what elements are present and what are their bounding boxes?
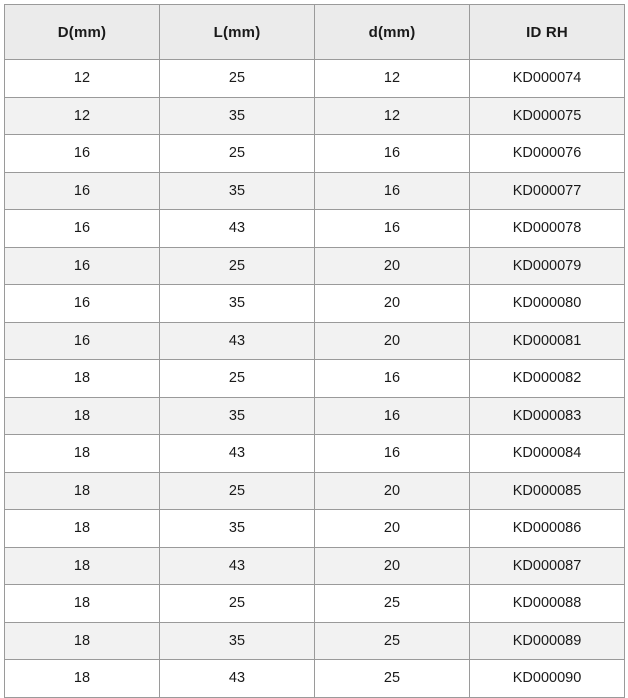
table-cell: 16 — [5, 210, 160, 248]
table-cell: 20 — [315, 547, 470, 585]
table-cell: KD000083 — [470, 397, 625, 435]
table-row — [5, 285, 625, 323]
table-row — [5, 135, 625, 173]
table-cell: 16 — [315, 435, 470, 473]
table-header — [5, 5, 625, 60]
table-cell: 18 — [5, 360, 160, 398]
table-row — [5, 435, 625, 473]
table-row — [5, 585, 625, 623]
table-cell: 35 — [160, 622, 315, 660]
table-cell: 16 — [5, 322, 160, 360]
table-cell: 35 — [160, 397, 315, 435]
table-cell: 35 — [160, 172, 315, 210]
table-cell: 25 — [315, 585, 470, 623]
table-cell: 16 — [5, 172, 160, 210]
table-row — [5, 172, 625, 210]
table-cell: 18 — [5, 547, 160, 585]
table-row — [5, 247, 625, 285]
table-cell: 20 — [315, 285, 470, 323]
table-cell: 25 — [160, 585, 315, 623]
table-row — [5, 547, 625, 585]
table-body — [5, 60, 625, 698]
table-row — [5, 622, 625, 660]
table-cell: KD000077 — [470, 172, 625, 210]
table-cell: 16 — [315, 172, 470, 210]
table-cell: KD000078 — [470, 210, 625, 248]
table-cell: 18 — [5, 397, 160, 435]
table-cell: KD000074 — [470, 60, 625, 98]
table-cell: 12 — [315, 97, 470, 135]
table-cell: 35 — [160, 97, 315, 135]
table-cell: 12 — [315, 60, 470, 98]
column-header-d-outer: D(mm) — [5, 5, 160, 60]
table-row — [5, 360, 625, 398]
table-cell: KD000080 — [470, 285, 625, 323]
table-cell: 25 — [160, 247, 315, 285]
table-cell: 25 — [160, 360, 315, 398]
table-cell: 18 — [5, 435, 160, 473]
table-cell: KD000088 — [470, 585, 625, 623]
table-cell: 16 — [315, 397, 470, 435]
table-cell: KD000085 — [470, 472, 625, 510]
table-cell: 18 — [5, 472, 160, 510]
table-header-row — [5, 5, 625, 60]
table-cell: 12 — [5, 97, 160, 135]
table-cell: 25 — [315, 622, 470, 660]
table-cell: 25 — [315, 660, 470, 698]
table-row — [5, 60, 625, 98]
table-cell: 16 — [315, 210, 470, 248]
table-cell: KD000089 — [470, 622, 625, 660]
column-header-l: L(mm) — [160, 5, 315, 60]
table-cell: 18 — [5, 585, 160, 623]
table-cell: 18 — [5, 660, 160, 698]
table-cell: 16 — [315, 135, 470, 173]
column-header-id-rh: ID RH — [470, 5, 625, 60]
table-cell: 43 — [160, 660, 315, 698]
table-cell: KD000082 — [470, 360, 625, 398]
table-cell: KD000079 — [470, 247, 625, 285]
table-cell: 25 — [160, 60, 315, 98]
table-cell: 43 — [160, 547, 315, 585]
table-row — [5, 397, 625, 435]
table-cell: 25 — [160, 472, 315, 510]
table-cell: 35 — [160, 510, 315, 548]
table-row — [5, 322, 625, 360]
table-row — [5, 472, 625, 510]
table-row — [5, 660, 625, 698]
table-cell: KD000081 — [470, 322, 625, 360]
table-row — [5, 510, 625, 548]
table-cell: 43 — [160, 435, 315, 473]
table-cell: KD000090 — [470, 660, 625, 698]
table-cell: KD000075 — [470, 97, 625, 135]
table-cell: 18 — [5, 622, 160, 660]
table-row — [5, 97, 625, 135]
table-cell: 35 — [160, 285, 315, 323]
table-cell: KD000084 — [470, 435, 625, 473]
table-cell: 25 — [160, 135, 315, 173]
table-cell: 20 — [315, 472, 470, 510]
table-cell: 16 — [315, 360, 470, 398]
table-cell: 20 — [315, 247, 470, 285]
table-cell: KD000076 — [470, 135, 625, 173]
table-cell: 43 — [160, 210, 315, 248]
table-cell: 12 — [5, 60, 160, 98]
table-cell: KD000087 — [470, 547, 625, 585]
table-cell: 16 — [5, 247, 160, 285]
table-row — [5, 210, 625, 248]
table-cell: 16 — [5, 135, 160, 173]
table-cell: 18 — [5, 510, 160, 548]
table-cell: 20 — [315, 322, 470, 360]
table-cell: 43 — [160, 322, 315, 360]
table-cell: KD000086 — [470, 510, 625, 548]
column-header-d-inner: d(mm) — [315, 5, 470, 60]
table-cell: 16 — [5, 285, 160, 323]
table-cell: 20 — [315, 510, 470, 548]
specification-table — [4, 4, 625, 698]
